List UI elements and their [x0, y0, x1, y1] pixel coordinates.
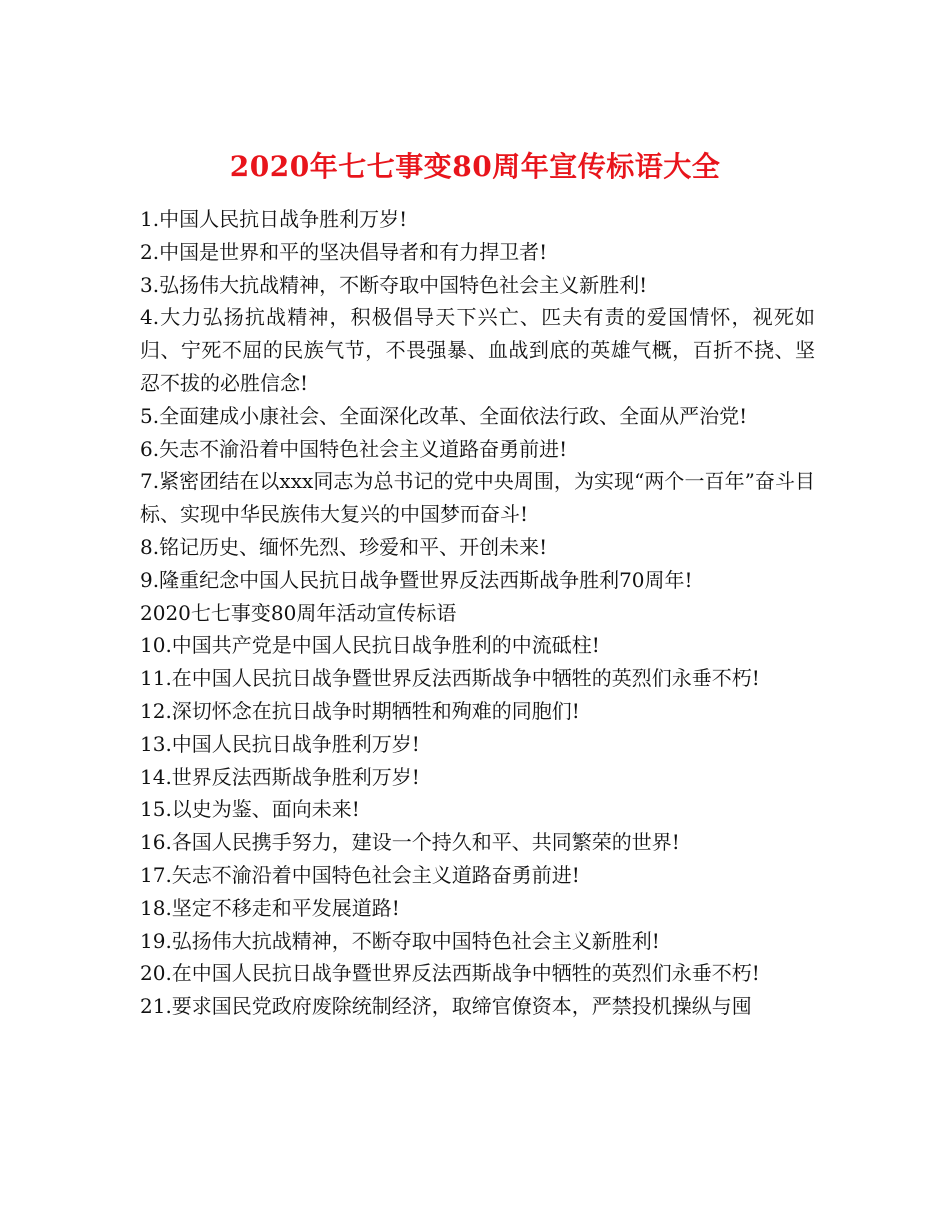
- section-subheading: 2020七七事变80周年活动宣传标语: [140, 600, 457, 625]
- slogan-paragraph: 4.大力弘扬抗战精神，积极倡导天下兴亡、匹夫有责的爱国情怀，视死如归、宁死不屈的民族气节，不畏强暴、血战到底的英雄气概，百折不挠、坚忍不拔的必胜信念!: [140, 305, 815, 395]
- slogan-paragraph: 16.各国人民携手努力，建设一个持久和平、共同繁荣的世界!: [140, 830, 680, 855]
- slogan-paragraph: 6.矢志不渝沿着中国特色社会主义道路奋勇前进!: [140, 436, 568, 461]
- slogan-paragraph: 10.中国共产党是中国人民抗日战争胜利的中流砥柱!: [140, 633, 600, 658]
- slogan-paragraph: 17.矢志不渝沿着中国特色社会主义道路奋勇前进!: [140, 862, 580, 887]
- document-body: [140, 203, 815, 1023]
- slogan-paragraph: 18.坚定不移走和平发展道路!: [140, 895, 400, 920]
- slogan-paragraph: 11.在中国人民抗日战争暨世界反法西斯战争中牺牲的英烈们永垂不朽!: [140, 666, 760, 691]
- slogan-paragraph: 8.铭记历史、缅怀先烈、珍爱和平、开创未来!: [140, 534, 548, 559]
- slogan-paragraph: 1.中国人民抗日战争胜利万岁!: [140, 207, 408, 231]
- slogan-paragraph: 19.弘扬伟大抗战精神，不断夺取中国特色社会主义新胜利!: [140, 928, 660, 953]
- slogan-paragraph: 14.世界反法西斯战争胜利万岁!: [140, 764, 420, 789]
- slogan-paragraph: 9.隆重纪念中国人民抗日战争暨世界反法西斯战争胜利70周年!: [140, 567, 693, 592]
- slogan-paragraph: 15.以史为鉴、面向未来!: [140, 797, 360, 822]
- document-title: 2020年七七事变80周年宣传标语大全: [229, 149, 721, 183]
- slogan-paragraph: 20.在中国人民抗日战争暨世界反法西斯战争中牺牲的英烈们永垂不朽!: [140, 961, 760, 986]
- slogan-paragraph: 13.中国人民抗日战争胜利万岁!: [140, 731, 420, 756]
- slogan-paragraph: 2.中国是世界和平的坚决倡导者和有力捍卫者!: [140, 239, 548, 264]
- slogan-paragraph: 12.深切怀念在抗日战争时期牺牲和殉难的同胞们!: [140, 698, 580, 723]
- slogan-paragraph: 3.弘扬伟大抗战精神，不断夺取中国特色社会主义新胜利!: [140, 272, 648, 297]
- slogan-paragraph: 21.要求国民党政府废除统制经济，取缔官僚资本，严禁投机操纵与囤: [140, 994, 752, 1019]
- slogan-paragraph: 7.紧密团结在以xxx同志为总书记的党中央周围，为实现“两个一百年”奋斗目标、实现中华民族伟大复兴的中国梦而奋斗!: [140, 469, 815, 527]
- slogan-paragraph: 5.全面建成小康社会、全面深化改革、全面依法行政、全面从严治党!: [140, 403, 748, 428]
